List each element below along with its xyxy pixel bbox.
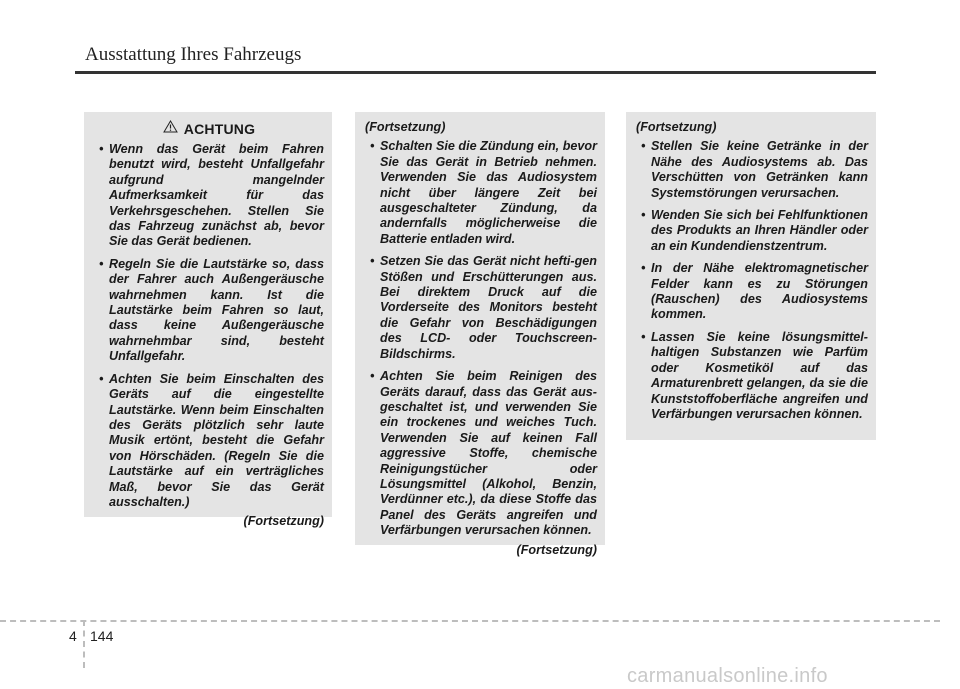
watermark: carmanualsonline.info xyxy=(627,665,828,687)
bullet-icon: • xyxy=(370,254,375,269)
list-item: • Regeln Sie die Lautstärke so, dass der Fahrer auch Außengeräusche wahrnehmen kann. Ist die Lautstärke beim Fahren so laut, dass keine Außengeräusche wahrnehmbar sind, besteht Unfallgefahr. xyxy=(99,256,324,364)
warning-box-1 xyxy=(84,112,332,529)
bullet-icon: • xyxy=(370,139,375,154)
warning-heading xyxy=(94,120,324,138)
continued-note: (Fortsetzung) xyxy=(636,120,717,134)
continued-note: (Fortsetzung) xyxy=(516,542,597,557)
warning-list-3 xyxy=(636,139,868,422)
list-item: • Achten Sie beim Einschalten des Geräts auf die eingestellte Lautstärke. Wenn beim Einschalten des Geräts plötzlich sehr laute Musik ertönt, besteht die Gefahr von Hörschäden. (Regeln Sie die Lautstärke auf ein verträgliches Maß, bevor Sie das Gerät ausschalten.) xyxy=(99,371,324,509)
header-rule xyxy=(75,71,876,74)
list-item: • Wenden Sie sich bei Fehlfunktionen des Produkts an Ihren Händler oder an ein Kundendienstzentrum. xyxy=(641,208,868,253)
list-item: • Stellen Sie keine Getränke in der Nähe des Audiosystems ab. Das Verschütten von Getränken kann Systemstörungen verursachen. xyxy=(641,139,868,200)
continued-note: (Fortsetzung) xyxy=(365,120,446,134)
warning-box-3 xyxy=(626,112,876,440)
list-item: • Schalten Sie die Zündung ein, bevor Sie das Gerät in Betrieb nehmen. Verwenden Sie das Audiosystem nicht über längere Zeit bei ausgeschalteter Zündung, da andernfalls möglicherweise die Batterie entladen wird. xyxy=(370,139,597,246)
list-item: • Setzen Sie das Gerät nicht hefti-gen Stößen und Erschütterungen aus. Bei direktem Druck auf die Vorderseite des Monitors besteht die Gefahr von Beschädigungen des LCD- oder Touchscreen-Bildschirms. xyxy=(370,254,597,361)
bullet-icon: • xyxy=(641,329,646,344)
bullet-icon: • xyxy=(99,371,104,386)
bullet-icon: • xyxy=(99,256,104,271)
bullet-icon: • xyxy=(641,208,646,223)
warning-list-1 xyxy=(94,142,324,510)
chapter-number: 4 xyxy=(69,628,77,644)
bullet-icon: • xyxy=(641,139,646,154)
warning-list-2 xyxy=(365,139,597,538)
list-item: • In der Nähe elektromagnetischer Felder kann es zu Störungen (Rauschen) des Audiosystems kommen. xyxy=(641,261,868,322)
bullet-icon: • xyxy=(370,369,375,384)
bullet-icon: • xyxy=(641,261,646,276)
bullet-icon: • xyxy=(99,142,104,156)
continued-note: (Fortsetzung) xyxy=(243,514,324,529)
list-item: • Wenn das Gerät beim Fahren benutzt wird, besteht Unfallgefahr aufgrund mangelnder Aufmerksamkeit für das Verkehrsgeschehen. Stellen Sie das Fahrzeug zunächst ab, bevor Sie das Gerät bedienen. xyxy=(99,142,324,249)
warning-triangle-icon xyxy=(163,120,178,138)
warning-label: ACHTUNG xyxy=(183,121,256,137)
warning-box-2 xyxy=(355,112,605,557)
footer-vertical-divider xyxy=(83,620,85,668)
list-item: • Lassen Sie keine lösungsmittel-haltigen Substanzen wie Parfüm oder Kosmetiköl auf das Armaturenbrett gelangen, da sie die Kunststoffoberfläche angreifen und Verfärbungen verursachen können. xyxy=(641,329,868,421)
list-item: • Achten Sie beim Reinigen des Geräts darauf, dass das Gerät aus-geschaltet ist, und verwenden Sie ein trockenes und weiches Tuch. Verwenden Sie auf keinen Fall aggressive Stoffe, chemische Reinigungstücher oder Lösungsmittel (Alkohol, Benzin, Verdünner etc.), da diese Stoffe das Panel des Geräts angreifen und Verfärbungen verursachen können. xyxy=(370,369,597,538)
footer-divider xyxy=(0,620,940,622)
page-header-title: Ausstattung Ihres Fahrzeugs xyxy=(85,44,302,65)
page-number: 144 xyxy=(90,628,114,644)
